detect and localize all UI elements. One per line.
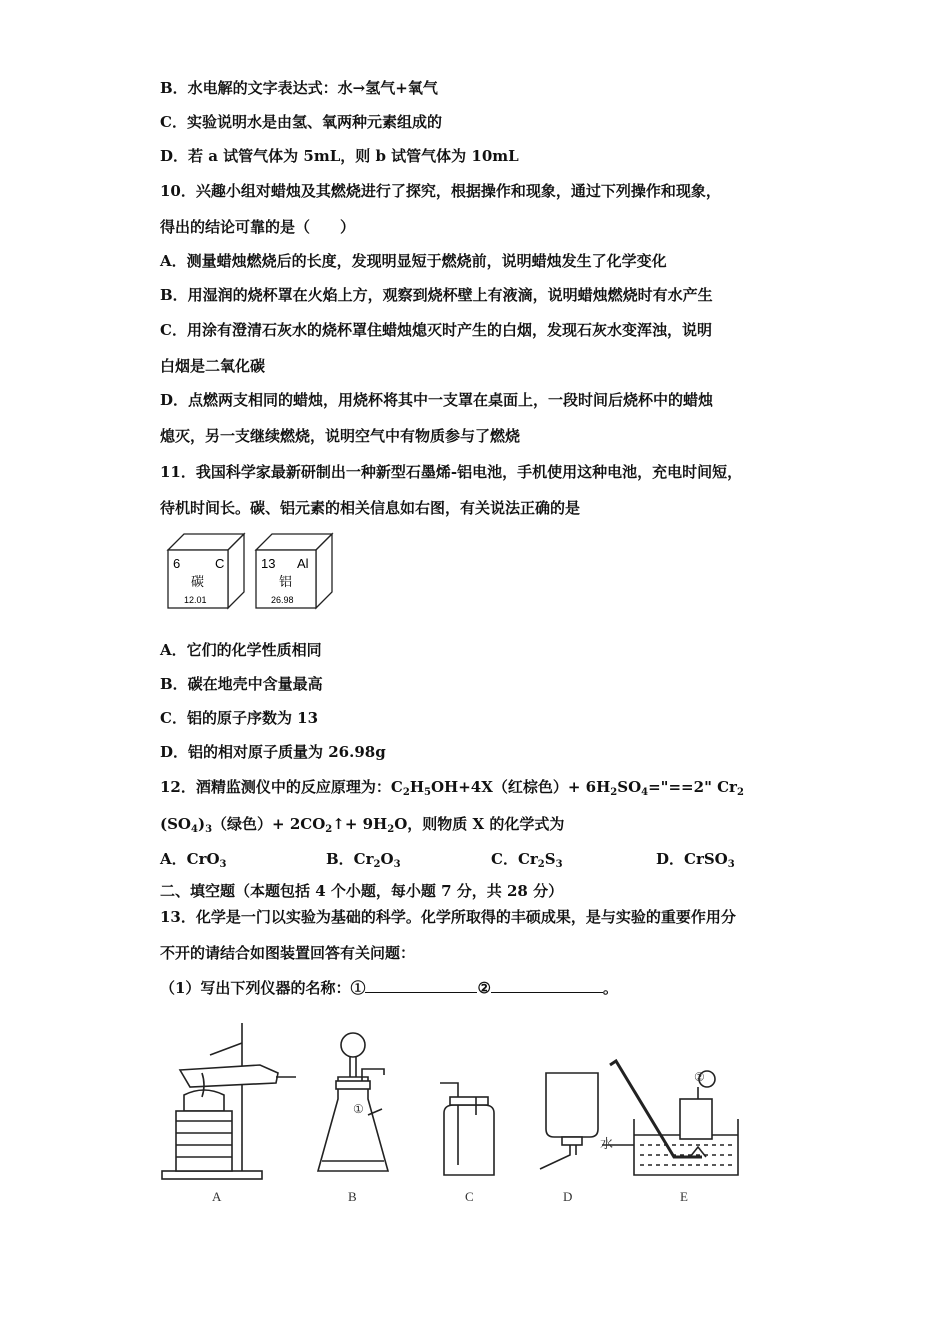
- q12-option-b: B．$Cr_2O_3$: [326, 850, 401, 870]
- apparatus-d: [540, 1073, 598, 1169]
- label-a: A: [212, 1189, 222, 1204]
- carbon-name: 碳: [191, 574, 205, 589]
- element-cube-carbon: [164, 530, 246, 610]
- q10-option-d-line2: 熄灭，另一支继续燃烧，说明空气中有物质参与了燃烧: [160, 427, 521, 445]
- mark-1: ①: [353, 1102, 364, 1116]
- q10-option-c-line2: 白烟是二氧化碳: [160, 357, 266, 375]
- aluminium-number: 13: [261, 556, 276, 571]
- label-b: B: [348, 1189, 357, 1204]
- answer-blank-1[interactable]: [365, 978, 477, 993]
- q11-option-c: C．铝的原子序数为 13: [160, 709, 319, 727]
- q11-stem-line2: 待机时间长。碳、铝元素的相关信息如右图，有关说法正确的是: [160, 499, 581, 517]
- q9-option-b: B．水电解的文字表达式：水→氢气+氧气: [160, 79, 438, 97]
- aluminium-symbol: Al: [297, 556, 309, 571]
- q11-option-d: D．铝的相对原子质量为 26.98g: [160, 743, 386, 761]
- aluminium-name: 铝: [279, 574, 293, 589]
- q10-option-a: A．测量蜡烛燃烧后的长度，发现明显短于燃烧前，说明蜡烛发生了化学变化: [160, 252, 667, 270]
- q10-option-b: B．用湿润的烧杯罩在火焰上方，观察到烧杯壁上有液滴，说明蜡烛燃烧时有水产生: [160, 286, 713, 304]
- q10-stem-line1: 10．兴趣小组对蜡烛及其燃烧进行了探究，根据操作和现象，通过下列操作和现象，: [160, 182, 721, 200]
- q13-stem-line2: 不开的请结合如图装置回答有关问题：: [160, 944, 416, 962]
- apparatus-e: [602, 1061, 738, 1175]
- apparatus-figure: [150, 1015, 750, 1215]
- q10-stem-line2: 得出的结论可靠的是（ ）: [160, 218, 356, 236]
- apparatus-a: [162, 1023, 296, 1179]
- water-label: 水: [600, 1136, 614, 1151]
- answer-blank-2[interactable]: [491, 978, 603, 993]
- q12-stem-line2: $(SO_4)_3$（绿色）+ $2CO_2↑+ 9H_2O$，则物质 X 的化学式为: [160, 815, 565, 835]
- q12-option-d: D．CrSO$_3$: [656, 850, 735, 870]
- q11-option-b: B．碳在地壳中含量最高: [160, 675, 323, 693]
- q10-option-c-line1: C．用涂有澄清石灰水的烧杯罩住蜡烛熄灭时产生的白烟，发现石灰水变浑浊，说明: [160, 321, 712, 339]
- q12-stem-line1: 12．酒精监测仪中的反应原理为：$C_2H_5OH+4X$（红棕色）+ $6H_2SO_4="==2$" $Cr_2$: [160, 778, 744, 798]
- label-c: C: [465, 1189, 474, 1204]
- q13-stem-line1: 13．化学是一门以实验为基础的科学。化学所取得的丰硕成果，是与实验的重要作用分: [160, 908, 736, 926]
- q9-option-d: D．若 a 试管气体为 5mL，则 b 试管气体为 10mL: [160, 147, 519, 165]
- label-d: D: [563, 1189, 573, 1204]
- q11-stem-line1: 11．我国科学家最新研制出一种新型石墨烯-铝电池，手机使用这种电池，充电时间短，: [160, 463, 743, 481]
- q9-option-c: C．实验说明水是由氢、氧两种元素组成的: [160, 113, 442, 131]
- aluminium-mass: 26.98: [271, 595, 294, 605]
- element-cube-aluminium: [252, 530, 334, 610]
- mark-2: ②: [694, 1070, 705, 1084]
- carbon-symbol: C: [215, 556, 225, 571]
- label-e: E: [680, 1189, 688, 1204]
- q12-option-c: C．$Cr_2S_3$: [491, 850, 563, 870]
- carbon-number: 6: [173, 556, 181, 571]
- section-title: 二、填空题（本题包括 4 个小题，每小题 7 分，共 28 分）: [160, 882, 564, 900]
- q10-option-d-line1: D．点燃两支相同的蜡烛，用烧杯将其中一支罩在桌面上，一段时间后烧杯中的蜡烛: [160, 391, 714, 409]
- q11-option-a: A．它们的化学性质相同: [160, 641, 322, 659]
- apparatus-c: [440, 1083, 494, 1175]
- carbon-mass: 12.01: [184, 595, 207, 605]
- q12-option-a: A．CrO$_3$: [160, 850, 227, 870]
- q13-subquestion-1: （1）写出下列仪器的名称：① ② 。: [160, 979, 618, 997]
